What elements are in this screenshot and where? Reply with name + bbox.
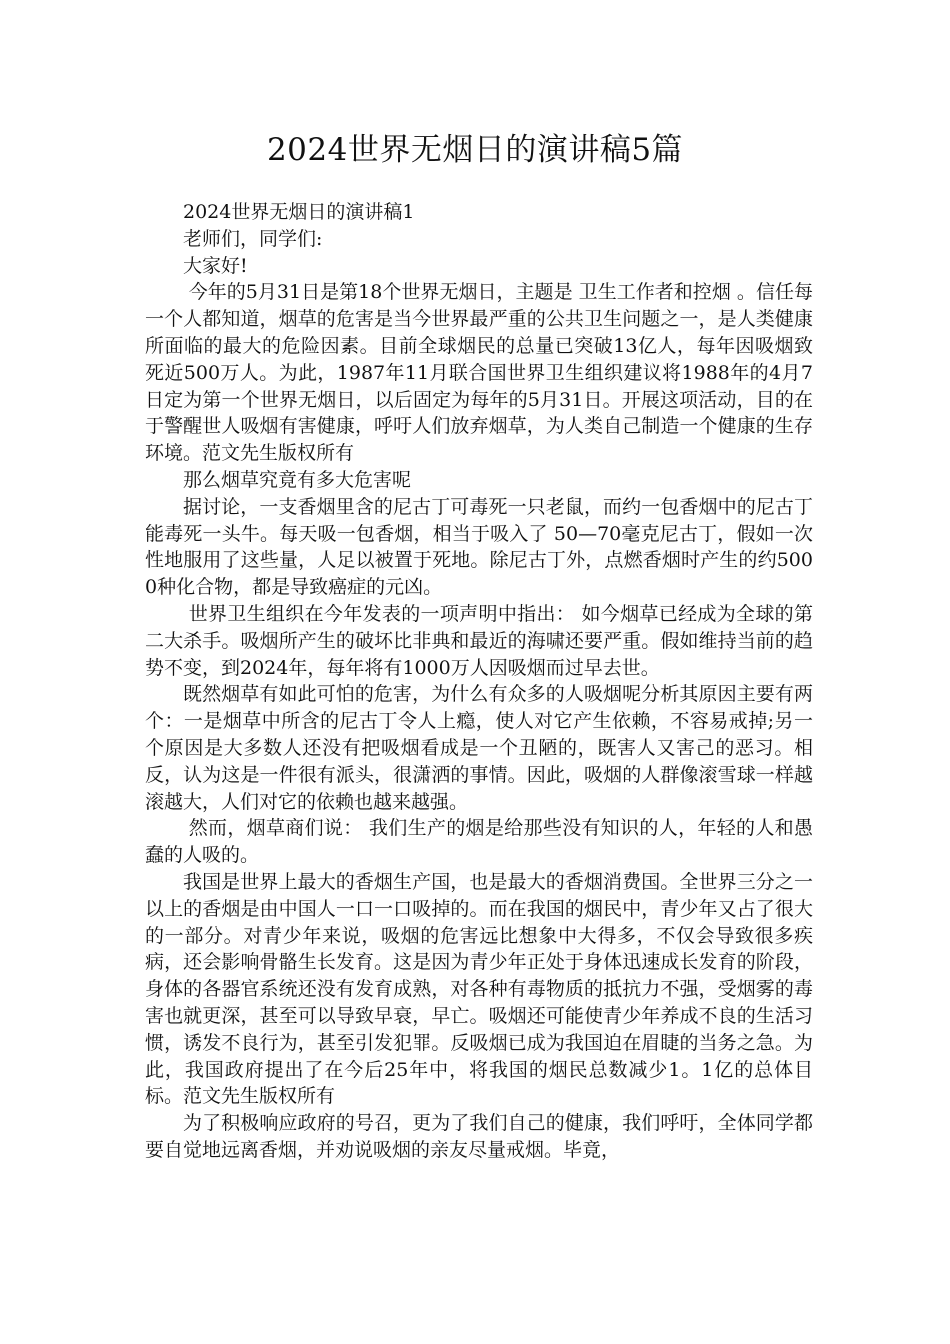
greeting: 大家好! bbox=[183, 254, 248, 277]
document-body bbox=[145, 199, 813, 1164]
paragraph: 今年的5月31日是第18个世界无烟日，主题是 卫生工作者和控烟 。信任每一个人都知道，烟草的危害是当今世界最严重的公共卫生问题之一，是人类健康所面临的最大的危险因素。目前全球烟民的总量已突破13亿人，每年因吸烟致死近500万人。为此，1987年11月联合国世界卫生组织建议将1988年的4月7日定为第一个世界无烟日，以后固定为每年的5月31日。开展这项活动，目的在于警醒世人吸烟有害健康，呼吁人们放弃烟草，为人类自己制造一个健康的生存环境。范文先生版权所有 bbox=[145, 281, 813, 465]
speech-heading: 2024世界无烟日的演讲稿1 bbox=[183, 201, 415, 223]
paragraph: 据讨论，一支香烟里含的尼古丁可毒死一只老鼠，而约一包香烟中的尼古丁能毒死一头牛。每天吸一包香烟，相当于吸入了 50—70毫克尼古丁，假如一次性地服用了这些量，人足以被置于死地。除尼古丁外，点燃香烟时产生的约5000种化合物，都是导致癌症的元凶。 bbox=[145, 495, 813, 599]
document-title: 2024世界无烟日的演讲稿5篇 bbox=[266, 132, 684, 168]
paragraph: 既然烟草有如此可怕的危害，为什么有众多的人吸烟呢分析其原因主要有两个：一是烟草中所含的尼古丁令人上瘾，使人对它产生依赖，不容易戒掉;另一个原因是大多数人还没有把吸烟看成是一个丑陋的，既害人又害己的恶习。相反，认为这是一件很有派头，很潇洒的事情。因此，吸烟的人群像滚雪球一样越滚越大，人们对它的依赖也越来越强。 bbox=[145, 683, 813, 813]
paragraph: 我国是世界上最大的香烟生产国，也是最大的香烟消费国。全世界三分之一以上的香烟是由中国人一口一口吸掉的。而在我国的烟民中，青少年又占了很大的一部分。对青少年来说，吸烟的危害远比想象中大得多，不仅会导致很多疾病，还会影响骨骼生长发育。这是因为青少年正处于身体迅速成长发育的阶段，身体的各器官系统还没有发育成熟，对各种有毒物质的抵抗力不强，受烟雾的毒害也就更深，甚至可以导致早衰，早亡。吸烟还可能使青少年养成不良的生活习惯，诱发不良行为，甚至引发犯罪。反吸烟已成为我国迫在眉睫的当务之急。为此，我国政府提出了在今后25年中，将我国的烟民总数减少1。1亿的总体目标。范文先生版权所有 bbox=[145, 870, 813, 1108]
paragraph: 然而，烟草商们说： 我们生产的烟是给那些没有知识的人，年轻的人和愚蠢的人吸的。 bbox=[145, 817, 813, 867]
paragraph: 那么烟草究竟有多大危害呢 bbox=[183, 468, 412, 491]
paragraph: 为了积极响应政府的号召，更为了我们自己的健康，我们呼吁，全体同学都要自觉地远离香烟，并劝说吸烟的亲友尽量戒烟。毕竟， bbox=[145, 1112, 813, 1161]
salutation: 老师们，同学们: bbox=[183, 227, 323, 250]
paragraph: 世界卫生组织在今年发表的一项声明中指出： 如今烟草已经成为全球的第二大杀手。吸烟所产生的破坏比非典和最近的海啸还要严重。假如维持当前的趋势不变，到2024年，每年将有1000万人因吸烟而过早去世。 bbox=[145, 602, 813, 679]
